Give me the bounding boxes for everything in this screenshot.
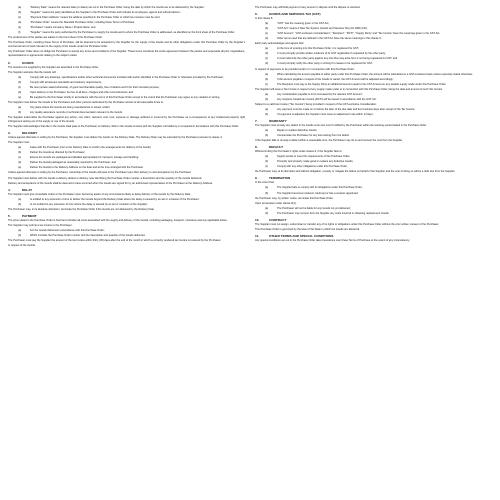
list-item [255,37,492,41]
list-item-text: "Purchase Order" means the Standard Purchase Order, including these Terms of Purchase; [30,21,135,25]
paragraph: The Supplier warrants that the Goods will: [8,70,57,74]
section-title: DELIVERY [22,131,38,136]
list-item [255,98,492,102]
list-item-text: When calculating the amount payable to either party under this Purchase Order, the amount will be calculated on a GST-exclusive basis unless expressly stated otherwise; [277,72,473,76]
list-item-text: "Payment Claim Address" means the address specified in the Purchase Order to which tax invoices must be sent; [30,16,161,20]
list-item-marker: (b) [18,80,22,84]
list-item [8,156,245,160]
list-item-marker: (a) [265,129,269,133]
list-item-marker: (f) [18,31,21,35]
list-item-marker: (b) [18,202,22,206]
list-item-text: Compensate the Purchaser for any loss arising from the defect. [277,134,350,138]
section-title: GOODS [22,60,34,65]
paragraph: The Supplier will issue a Tax Invoice in respect of any supply made under or in connection with this Purchase Order, being the date and amount of such Tax Invoice. [255,87,443,91]
paragraph: Any Purchaser Order does not oblige the Purchaser to accept any terms and conditions of the Supplier. These terms constitute the entire agreement between the parties and supersede all prior negotiations, representations or agreements relating to the subject matter. [8,50,245,58]
paragraph: Subject to a valid tax invoice ("Tax Invoice") being provided in respect of the GST-exclusive Consideration: [255,102,377,106]
list-item-text: Is entitled to any extension of time to deliver the Goods beyond the Delivery Date where the delay is caused by an act or omission of the Purchaser; [30,197,200,201]
list-item-marker: (d) [265,62,269,66]
list-item-marker: (a) [265,92,269,96]
list-item [8,11,245,15]
list-item [255,83,492,87]
list-item-marker: (d) [18,21,22,25]
list-item-text: "GST Act" means A New Tax System (Goods and Services Tax) Act 1999 (Cth); [277,27,368,31]
list-item-text: Comply with any other obligations under this Purchase Order, [277,165,348,169]
list-item [255,62,492,66]
paragraph: The Supplier indemnifies the Purchaser against any action, suit, claim, demand, cost, loss, expense or damage suffered or incurred by the Purchaser as a consequence of any intellectual property right infringement arising out of the supply or use of the Goods. [8,115,245,124]
list-item-text: Any place where the Goods are being manufactured or stored; and/or [30,105,110,109]
list-item [255,22,492,26]
list-item [8,203,245,207]
section-title: OTHER TERMS AND SPECIAL CONDITIONS [269,233,334,238]
list-item-marker: (a) [265,206,269,210]
list-item [8,146,245,150]
paragraph: The Purchase Order, including these Terms of Purchase, will be deemed to be accepted by the Supplier for the supply of the Goods and its other obligations under this Purchase Order by the Supplier's commencement of work relevant to the supply of the Goods under the Purchase Order. [8,41,245,49]
section-number: 9. [255,176,258,181]
list-item [8,86,245,90]
paragraph: The price stated in the Purchase Order is fixed and includes all costs associated with the supply and delivery of the Goods, including packaging, transport, insurance and any applicable duties. [8,218,228,222]
list-item-text: Deliver the Goods to the Delivery Address on the date and at the time arranged with the Purchaser. [30,166,144,170]
section-number: 5. [8,213,11,218]
list-item-text: "Delivery Date" means the relevant date (or dates) set out in the Purchase Order, being the date by which the Goods are to be delivered by the Supplier; [30,6,205,9]
list-item-text: Be supplied to the Purchaser strictly in accordance with the terms of this Purchase Order except to the extent that the Purchaser may agree to any variation in writing. [30,95,221,99]
right-column [255,6,492,494]
list-item-text: The Purchaser may recover from the Supplier any costs incurred in obtaining replacement Goods. [277,211,390,215]
paragraph: the Purchaser may, by written notice, terminate this Purchase Order. [255,196,334,200]
list-item-text: The Recipient must pay to the Supply Party an additional amount equal to the GST Amount on any taxable supply made under this Purchase Order. [277,82,447,86]
list-item [255,113,492,117]
list-item-text: If the amount payable in respect of the Goods is varied, the GST Amount will be adjusted accordingly; [277,77,394,81]
list-item-marker: (a) [265,22,269,26]
list-item [255,186,492,190]
section-number: 11. [255,233,260,238]
list-item [255,108,492,112]
list-item-marker: (b) [265,77,269,81]
list-item-text: "Purchaser" means Company Name / Project Name; and [30,26,96,30]
list-item-marker: (b) [265,160,269,164]
list-item [8,76,245,80]
paragraph: The Purchaser may, in its absolute discretion, terminate the Purchase Order if the Goods are not delivered by the Delivery Date. [8,207,155,211]
list-item-marker: (a) [265,47,269,51]
list-item [8,21,245,25]
section-title: PAYMENT [22,213,37,218]
list-item-marker: (b) [18,233,22,237]
paragraph: Upon termination under clause 9(1): [255,201,297,205]
section-title: GOODS AND SERVICES TAX (GST) [269,12,321,17]
list-item-text: Liaise with the Purchaser prior to the Delivery Date to confirm the arrangements for delivery of the Goods; [30,146,152,150]
paragraph: The Supplier must give immediate notice to the Purchaser upon becoming aware of any circumstance likely to delay delivery of the Goods by the Delivery Date. [8,192,191,196]
list-item-text: Supply Goods to meet the requirements of this Purchase Order; [277,155,351,159]
list-item-text: The Supplier becomes insolvent, bankrupt or has a receiver appointed; [277,191,359,195]
list-item [8,198,245,202]
list-item-text: "GST Amount", "GST-exclusive Consideration", "Recipient", "RCTI", "Supply Party" and "Tax Invoice" have the meanings given in the GST Act. [277,32,441,36]
list-item-marker: (d) [18,90,22,94]
list-item-text: Any quality assurance records or technical documentation relevant to the Goods. [30,110,123,114]
paragraph: Any special conditions set out in the Purchase Order take precedence over these Terms of Purchase to the extent of any inconsistency. [255,238,410,242]
list-item [255,212,492,216]
list-item-marker: (a) [18,105,22,109]
list-item-text: For the Goods delivered in accordance with this Purchase Order; [30,228,105,232]
paragraph: The Supplier must: [8,141,30,145]
paragraph: This Purchase Order is governed by the laws of the State in which the Goods are delivered. [255,227,360,231]
list-item [8,6,245,10]
list-item-marker: (b) [265,52,269,56]
list-item [8,229,245,233]
section-title: DELAY [22,187,33,192]
list-item-text: Be new (unless stated otherwise), of good merchantable quality, free of defects and fit for their intended purpose; [30,85,160,89]
list-item [8,16,245,20]
list-item-marker: (c) [265,32,269,36]
paragraph: The Goods to be supplied by the Supplier are described in the Purchase Order. [8,65,99,69]
list-item-text: Upon delivery to the Purchaser, be free of all liens, charges and other encumbrances; and [30,90,134,94]
paragraph: The Purchaser must pay the Supplier the amount of the tax invoice within thirty (30) days after the end of the month in which a correctly rendered tax invoice is received by the Purchaser. [8,238,222,242]
paragraph: The Supplier may submit a tax invoice to the Purchaser: [8,223,73,227]
paragraph: Without limiting the Purchaser's rights under clause 9, if the Supplier fails to: [255,150,343,154]
section-number: 10. [255,217,260,222]
list-item-marker: (c) [18,156,22,160]
list-item [255,78,492,82]
list-item-marker: (d) [265,37,269,41]
list-item-marker: (b) [265,191,269,195]
section-title: DEFAULT [269,145,284,150]
list-item-marker: (a) [265,186,269,190]
list-item-text: Which includes the Purchase Order number and the description and quantity of the Goods delivered. [30,233,146,237]
list-item-text: The Supplier fails to comply with its obligations under this Purchase Order; [277,186,363,190]
list-item [255,207,492,211]
section-number: 6. [255,12,258,17]
list-item [255,57,492,61]
list-item-marker: (a) [18,197,22,201]
section-title: CONTRACT [269,217,287,222]
list-item-marker: (e) [18,95,22,99]
paragraph: The Supplier must deliver with the Goods a delivery docket or delivery note identifying the Purchase Order number, a description and the quantity of the Goods delivered. [8,176,203,180]
list-item [8,31,245,35]
paragraph: In respect of the Goods: [8,244,36,248]
list-item [8,81,245,85]
list-item-text: Comply with any drawings, specifications and/or other technical documents included with and/or identified in the Purchase Order or otherwise provided by the Purchaser; [30,75,224,79]
list-item-text: The Purchaser will not be liable for any Goods not yet delivered; [277,206,351,210]
paragraph: Each party acknowledges and agrees that: [255,42,305,46]
section-number: 8. [255,145,258,150]
list-item [255,160,492,164]
list-item [255,165,492,169]
list-item-text: It must promptly provide written evidence of its GST registration if requested by the other party; [277,52,386,56]
section-number: 2. [8,60,11,65]
list-item-text: It must promptly notify the other party in writing if it ceases to be registered for GST. [277,62,373,66]
list-item-text: At the time of entering into this Purchase Order, it is registered for GST; [277,47,359,51]
list-item [8,161,245,165]
list-item-marker: (c) [18,85,22,89]
list-item [8,26,245,30]
paragraph: If the Supplier fails to remedy a defect within a reasonable time, the Purchaser may do so and recover the cost from the Supplier. [255,139,403,143]
list-item-text: Deliver the Goods packaged as reasonably required by the Purchaser; and [30,161,116,165]
list-item-marker: (b) [265,134,269,138]
list-item-text: Is not entitled to any extension of time where the delay is caused by an act or omission of the Supplier; [30,202,148,206]
list-item [8,91,245,95]
list-item-text: It must indemnify the other party against any loss that may arise from it not being registered for GST; and [277,57,398,61]
list-item-marker: (c) [18,16,22,20]
list-item-marker: (b) [18,11,22,15]
list-item-text: Deliver the Goods as directed by the Purchaser; [30,151,86,155]
list-item-marker: (b) [265,112,269,116]
list-item [255,32,492,36]
list-item [255,73,492,77]
paragraph: The Purchaser may withhold payment of any amount in dispute until the dispute is resolved. [255,6,361,9]
list-item [255,129,492,133]
paragraph: In this clause 6: [255,17,274,21]
list-item [8,111,245,115]
list-item-text: "Supplier" means the party identified as the Supplier in the Purchase Order and includes its employees, agents and subcontractors; [30,11,181,15]
list-item [255,93,492,97]
paragraph: The Supplier must deliver the Goods to the Purchaser and other persons authorised by the Purchaser access at all reasonable times to: [8,100,164,104]
section-number: 3. [8,131,11,136]
section-number: 7. [255,118,258,123]
list-item-marker: (d) [18,161,22,165]
list-item [8,106,245,110]
list-item-text: "GST" has the meaning given in the GST Act; [277,22,330,26]
list-item [255,192,492,196]
list-item-marker: (c) [265,165,269,169]
list-item-text: Any consideration payable is to be increased by the relevant GST Amount; [277,92,363,96]
list-item-marker: (a) [18,146,22,150]
list-item-marker: (e) [18,26,22,30]
document-columns [8,6,492,494]
list-item-text: Ensure the Goods are packaged and labelled appropriately for transport, storage and handling; [30,156,139,160]
section-title: TERMINATION [269,176,291,181]
paragraph: The Supplier acknowledges that title in the Goods shall pass to the Purchaser on delivery. Risk in the Goods remains with the Supplier until delivery is completed in accordance with this Purchase Order. [8,125,239,129]
list-item-marker: (b) [265,27,269,31]
list-item [8,151,245,155]
list-item [8,166,245,170]
list-item-marker: (b) [265,97,269,101]
list-item-text: Other terms used that are defined in the GST Act have the same meanings in this clause 6. [277,37,382,41]
list-item [8,96,245,100]
list-item-text: Any recipient created tax invoice (RCTI) will be issued in accordance with the GST Act. [277,97,377,101]
list-item-marker: (b) [18,110,22,114]
list-item-marker: (b) [265,211,269,215]
list-item-marker: (b) [18,151,22,155]
list-item-marker: (c) [265,57,269,61]
section-number: 4. [8,187,11,192]
list-item-text: Comply with all relevant standards and statutory requirements; [30,80,102,84]
list-item [255,134,492,138]
list-item [8,234,245,238]
left-column [8,6,245,494]
list-item-text: If a payment is adjusted, the Supplier must issue an adjustment note within 14 days. [277,112,374,116]
list-item-marker: (c) [265,82,269,86]
list-item [255,155,492,159]
list-item-marker: (a) [265,155,269,159]
paragraph: In the event that: [255,181,275,185]
list-item-marker: (a) [18,6,22,9]
list-item-text: Any payment must be made on or before the later of the due date and five business days after receipt of the Tax Invoice; [277,107,416,111]
paragraph: The Supplier must not assign, subcontract or transfer any of its rights or obligations under this Purchase Order without the prior written consent of the Purchaser. [255,222,440,226]
list-item-marker: (a) [18,75,22,79]
list-item-text: Promptly and properly make good or replace any defective Goods; [277,160,354,164]
paragraph: In respect of payments to be provided under or in connection with this Purchase Order: [255,67,355,71]
paragraph: The Supplier must remedy any defect in the Goods at its own cost if notified by the Purchaser within the warranty period stated in the Purchase Order. [255,123,427,127]
paragraph: Unless agreed otherwise in writing by the Purchaser, the Supplier must deliver the Goods on the Delivery Date. The Delivery Date may be extended by the Purchaser pursuant to clause 4. [8,136,223,140]
list-item-marker: (a) [18,228,22,232]
section-title: WARRANTY [269,118,287,123]
paragraph: the Purchaser may, at its discretion and without obligation, remedy or mitigate the failure on behalf of the Supplier and the cost of doing so will be a debt due from the Supplier. [255,170,456,174]
list-item-marker: (e) [18,166,22,170]
list-item-text: Repair or replace defective Goods; [277,129,318,133]
paragraph: Unless agreed otherwise in writing by the Purchaser, ownership of the Goods will pass to the Purchaser upon their delivery to and acceptance by the Purchaser. [8,171,192,175]
paragraph: The preferences of the parties are stated on the front sheet of the Purchase Order. [8,36,103,40]
list-item-text: "Supplier" means the party authorised by the Purchaser to supply the Goods and to whom the Purchase Order is addressed, as identified on the front sheet of the Purchase Order. [30,31,235,35]
list-item-marker: (a) [265,107,269,111]
list-item-marker: (a) [265,72,269,76]
list-item [255,47,492,51]
paragraph: Delivery and acceptance of the Goods shall be deemed to have occurred when the Goods are signed for by an authorised representative of the Purchaser at the Delivery Address. [8,181,213,185]
list-item [255,27,492,31]
list-item [255,52,492,56]
